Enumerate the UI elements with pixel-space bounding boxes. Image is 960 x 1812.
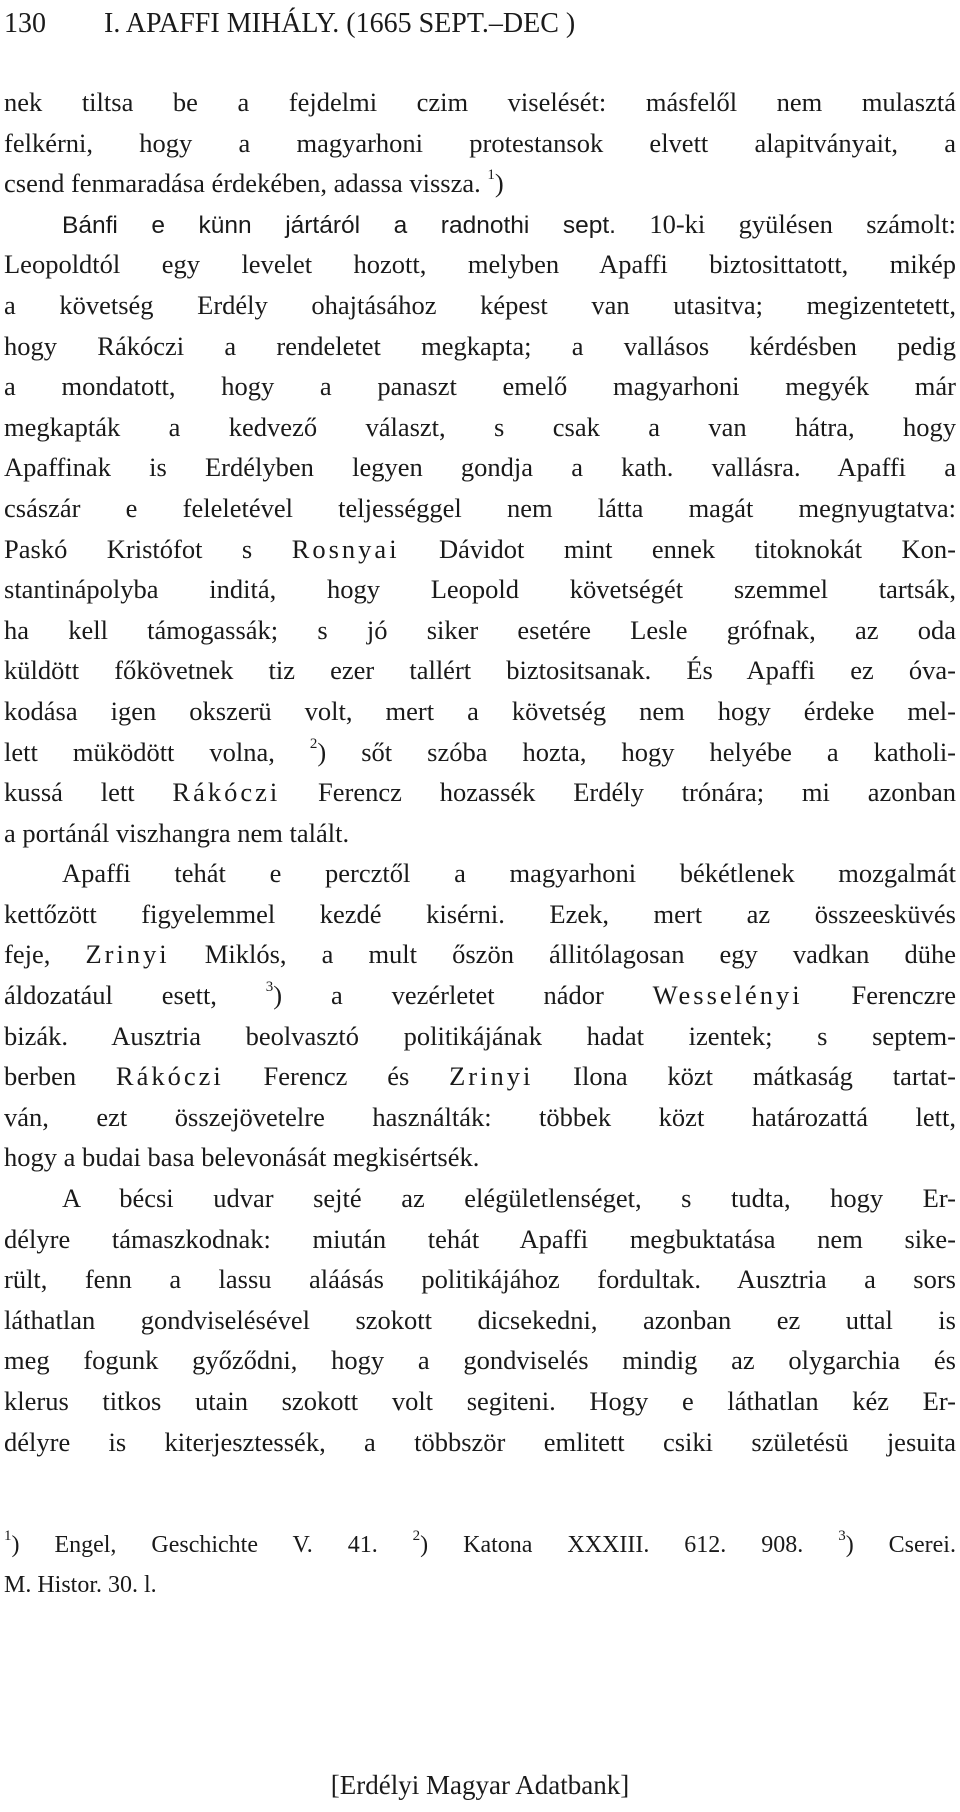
page-number: 130 <box>4 8 46 39</box>
text-line <box>4 732 956 773</box>
text-line <box>4 1340 956 1381</box>
text-span: meg fogunk győződni, hogy a gondviselés mindig az olygarchia és <box>4 1345 956 1376</box>
text-line <box>4 244 956 285</box>
footnote-marker: 3 <box>265 979 274 996</box>
text-span: hogy a budai basa belevonását megkisértsék. <box>4 1142 480 1173</box>
text-span: a követség Erdély ohajtásához képest van utasitva; megizentetett, <box>4 289 956 320</box>
text-span: Bánfi e künn jártáról a radnothi sept. <box>62 211 616 239</box>
footnote-line <box>4 1565 956 1605</box>
text-line <box>4 934 956 975</box>
text-line <box>4 1300 956 1341</box>
text-span: bizák. Ausztria beolvasztó politikájának hadat izentek; s septem- <box>4 1020 956 1051</box>
text-span: a portánál viszhangra nem talált. <box>4 817 350 848</box>
text-span: ha kell támogassák; s jó siker esetére Lesle grófnak, az oda <box>4 614 956 645</box>
footnote-marker: 2 <box>412 1528 421 1544</box>
emphasized-name: Wesselényi <box>652 980 803 1011</box>
text-span: ) sőt szóba hozta, hogy helyébe a katholi- <box>317 736 957 767</box>
text-span: délyre is kiterjesztessék, a többször emlitett csiki születésü jesuita <box>4 1426 956 1457</box>
text-line <box>4 366 956 407</box>
emphasized-name: Rosnyai <box>291 533 400 564</box>
text-line <box>4 123 956 164</box>
footnote-line <box>4 1525 956 1565</box>
text-span: ) Katona XXXIII. 612. 908. <box>420 1532 839 1558</box>
text-span: 10-ki gyülésen számolt: <box>616 208 956 239</box>
text-line <box>4 569 956 610</box>
text-line <box>4 1097 956 1138</box>
page-header <box>4 4 954 44</box>
text-span: ) a vezérletet nádor <box>273 980 653 1011</box>
text-line <box>4 204 956 245</box>
text-span: kussá lett <box>4 777 173 808</box>
text-span: ván, ezt összejövetelre használták: többek közt határozattá lett, <box>4 1101 956 1132</box>
text-span: feje, <box>4 939 86 970</box>
text-span: megkapták a kedvező választ, s csak a van hátra, hogy <box>4 411 956 442</box>
text-line <box>4 82 956 123</box>
footnote-marker: 3 <box>838 1528 846 1544</box>
text-span: A bécsi udvar sejté az elégületlenséget, s tudta, hogy Er- <box>62 1183 956 1214</box>
text-span: Ferencz és <box>223 1061 450 1092</box>
emphasized-name: Zrinyi <box>85 939 170 970</box>
emphasized-name: Rákóczi <box>115 1061 224 1092</box>
body-text <box>4 82 956 1462</box>
text-line <box>4 1259 956 1300</box>
text-span: Apaffi tehát e percztől a magyarhoni békétlenek mozgalmát <box>62 858 956 889</box>
text-line <box>4 1137 956 1178</box>
text-line <box>4 975 956 1016</box>
text-span: Dávidot mint ennek titoknokát Kon- <box>399 533 956 564</box>
text-span: láthatlan gondviselésével szokott dicsekedni, azonban ez uttal is <box>4 1304 956 1335</box>
text-span: nek tiltsa be a fejdelmi czim viselését: másfelől nem mulasztá <box>4 87 956 117</box>
emphasized-name: Zrinyi <box>449 1061 534 1092</box>
text-span: Ferenczre <box>802 980 956 1011</box>
footnote-marker: 1 <box>4 1528 12 1544</box>
text-span: délyre támaszkodnak: miután tehát Apaffi megbuktatása nem sike- <box>4 1223 956 1254</box>
text-span: felkérni, hogy a magyarhoni protestansok elvett alapitványait, a <box>4 127 956 158</box>
text-span: berben <box>4 1061 116 1092</box>
text-span: a mondatott, hogy a panaszt emelő magyarhoni megyék már <box>4 371 956 402</box>
text-span: hogy Rákóczi a rendeletet megkapta; a vallásos kérdésben pedig <box>4 330 956 361</box>
text-line <box>4 529 956 570</box>
running-title: I. APAFFI MIHÁLY. (1665 SEPT.–DEC ) <box>104 8 576 39</box>
text-span: Leopoldtól egy levelet hozott, melyben Apaffi biztosittatott, mikép <box>4 249 956 280</box>
text-span: Miklós, a mult őszön állitólagosan egy vadkan dühe <box>169 939 957 970</box>
text-span: ) <box>494 168 504 199</box>
text-line <box>4 447 956 488</box>
text-line <box>4 1056 956 1097</box>
text-span: csend fenmaradása érdekében, adassa vissza. <box>4 168 488 199</box>
text-span: lett müködött volna, <box>4 736 310 767</box>
text-span: áldozatául esett, <box>4 980 266 1011</box>
text-span: M. Histor. 30. l. <box>4 1572 157 1598</box>
text-line <box>4 691 956 732</box>
text-line <box>4 163 956 204</box>
text-span: Ilona közt mátkaság tartat- <box>533 1061 956 1092</box>
text-line <box>4 407 956 448</box>
text-line <box>4 610 956 651</box>
text-line <box>4 813 956 854</box>
text-line <box>4 1381 956 1422</box>
text-line <box>4 285 956 326</box>
footnote-marker: 1 <box>487 167 495 184</box>
page-footer <box>0 1765 960 1805</box>
text-line <box>4 1219 956 1260</box>
footnotes <box>4 1525 956 1605</box>
text-span: Ferencz hozassék Erdély trónára; mi azonban <box>280 777 956 808</box>
text-span: küldött főkövetnek tiz ezer tallért biztositsanak. És Apaffi ez óva- <box>4 655 956 686</box>
text-span: klerus titkos utain szokott volt segiteni. Hogy e láthatlan kéz Er- <box>4 1386 956 1416</box>
text-line <box>4 772 956 813</box>
text-span: ) Cserei. <box>845 1532 956 1558</box>
text-span: Apaffinak is Erdélyben legyen gondja a kath. vallásra. Apaffi a <box>4 452 956 483</box>
text-line <box>4 853 956 894</box>
text-span: stantinápolyba inditá, hogy Leopold követségét szemmel tartsák, <box>4 574 956 605</box>
text-span: kettőzött figyelemmel kezdé kisérni. Ezek, mert az összeesküvés <box>4 898 956 929</box>
source-label: [Erdélyi Magyar Adatbank] <box>330 1770 630 1800</box>
emphasized-name: Rákóczi <box>172 777 281 808</box>
footnote-marker: 2 <box>309 735 318 752</box>
text-span: rült, fenn a lassu aláásás politikájához fordultak. Ausztria a sors <box>4 1264 956 1295</box>
text-span: Paskó Kristófot s <box>4 533 292 564</box>
text-line <box>4 650 956 691</box>
text-line <box>4 1178 956 1219</box>
text-line <box>4 326 956 367</box>
text-line <box>4 894 956 935</box>
text-span: ) Engel, Geschichte V. 41. <box>11 1532 413 1558</box>
text-line <box>4 488 956 529</box>
text-line <box>4 1016 956 1057</box>
text-span: kodása igen okszerü volt, mert a követség nem hogy érdeke mel- <box>4 695 956 726</box>
text-line <box>4 1422 956 1463</box>
text-span: császár e feleletével teljességgel nem látta magát megnyugtatva: <box>4 492 956 523</box>
